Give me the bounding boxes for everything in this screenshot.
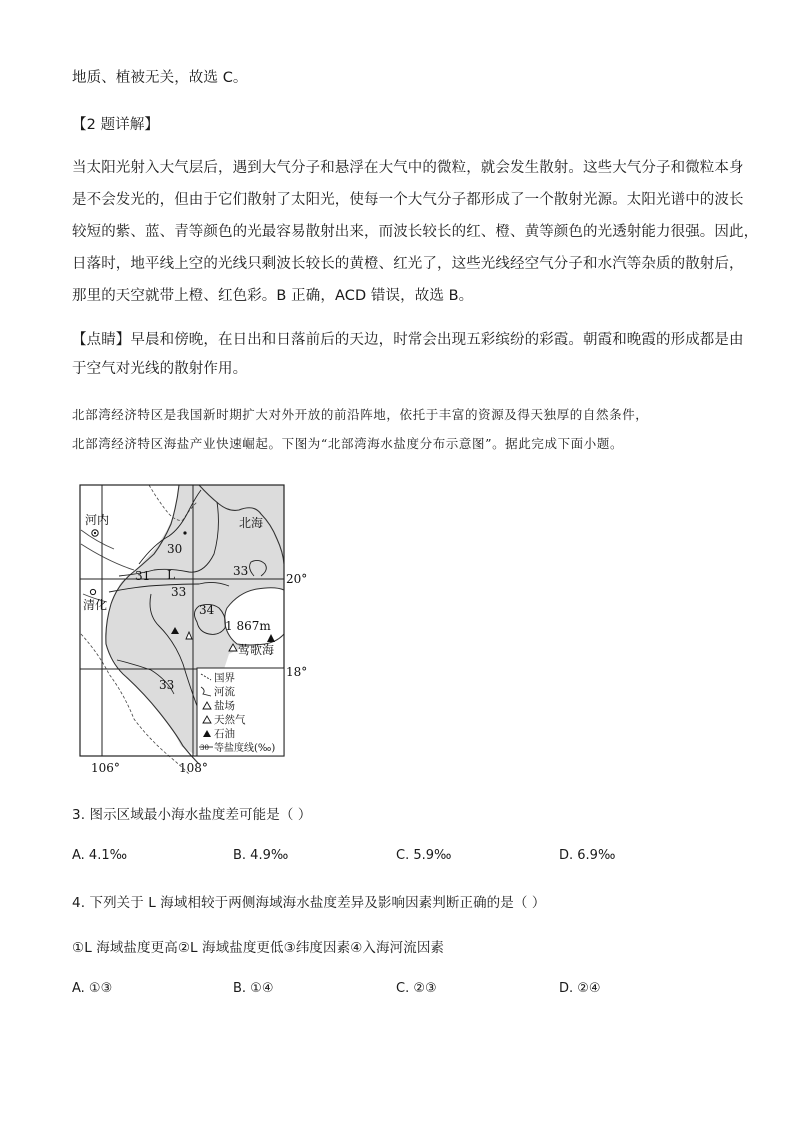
yinggehai-label: 莺歌海 [238,643,275,657]
latitude-label: 20° [286,572,308,586]
explanation-line: 较短的紫、蓝、青等颜色的光最容易散射出来，而波长较长的红、橙、黄等颜色的光透射能力很强。因此， [72,224,759,240]
question-4-stem: 4. 下列关于 L 海域相较于两侧海域海水盐度差异及影响因素判断正确的是（ ） [72,895,546,911]
tip-line: 【点睛】早晨和傍晚，在日出和日落前后的天边，时常会出现五彩缤纷的彩霞。朝霞和晚霞的形成都是由 [72,332,744,348]
longitude-label: 106° [91,761,120,775]
salinity-map [79,484,308,776]
thanhhoa-marker [90,589,95,594]
question-4-statements: ①L 海域盐度更高②L 海域盐度更低③纬度因素④入海河流因素 [72,940,445,956]
explanation-line: 那里的天空就带上橙、红色彩。B 正确，ACD 错误，故选 B。 [72,288,474,304]
q3-option-b[interactable]: B. 4.9‰ [233,848,289,863]
q4-option-b[interactable]: B. ①④ [233,981,274,996]
tip-line: 于空气对光线的散射作用。 [72,361,248,377]
legend-item: 等盐度线(‰) [214,743,276,754]
latitude-label: 18° [286,665,308,679]
question-3-stem: 3. 图示区域最小海水盐度差可能是（ ） [72,807,312,823]
isohaline-label: 30 [167,542,183,556]
legend-item: 盐场 [214,700,235,712]
answer-text-line: 地质、植被无关，故选 C。 [72,70,248,86]
area-L-label: L [167,568,175,582]
isohaline-label: 33 [159,678,175,692]
hanoi-label: 河内 [85,513,110,527]
explanation-line: 当太阳光射入大气层后，遇到大气分子和悬浮在大气中的微粒，就会发生散射。这些大气分子和微粒本身 [72,160,744,176]
isohaline-label: 31 [135,569,151,583]
explanation-line: 日落时，地平线上空的光线只剩波长较长的黄橙、红光了，这些光线经空气分子和水汽等杂质的散射后， [72,256,744,272]
explanation-line: 是不会发光的，但由于它们散射了太阳光，使每一个大气分子都形成了一个散射光源。太阳光谱中的波长 [72,192,744,208]
q3-option-d[interactable]: D. 6.9‰ [559,848,616,863]
beihai-label: 北海 [239,516,264,530]
islet [183,531,186,534]
legend-item: 天然气 [214,714,246,726]
q4-option-a[interactable]: A. ①③ [72,981,113,996]
isohaline-label: 33 [233,564,249,578]
legend-item: 国界 [214,672,235,684]
legend-item: 石油 [214,728,235,740]
legend-item: 河流 [214,686,235,698]
q4-option-d[interactable]: D. ②④ [559,981,601,996]
q3-option-c[interactable]: C. 5.9‰ [396,848,452,863]
peak-elevation-label: 1 867m [225,619,271,633]
river [81,544,134,570]
material-line: 北部湾经济特区是我国新时期扩大对外开放的前沿阵地，依托于丰富的资源及得天独厚的自然条件， [72,407,649,422]
legend-sample-value: 30 [200,744,209,752]
longitude-label: 108° [179,761,208,775]
isohaline-label: 33 [171,585,187,599]
material-line: 北部湾经济特区海盐产业快速崛起。下图为“北部湾海水盐度分布示意图”。据此完成下面小题。 [72,436,624,451]
q3-option-a[interactable]: A. 4.1‰ [72,848,128,863]
question-2-explanation-heading: 【2 题详解】 [72,117,160,133]
thanhhoa-label: 清化 [83,598,108,612]
q4-option-c[interactable]: C. ②③ [396,981,437,996]
isohaline-label: 34 [199,603,215,617]
